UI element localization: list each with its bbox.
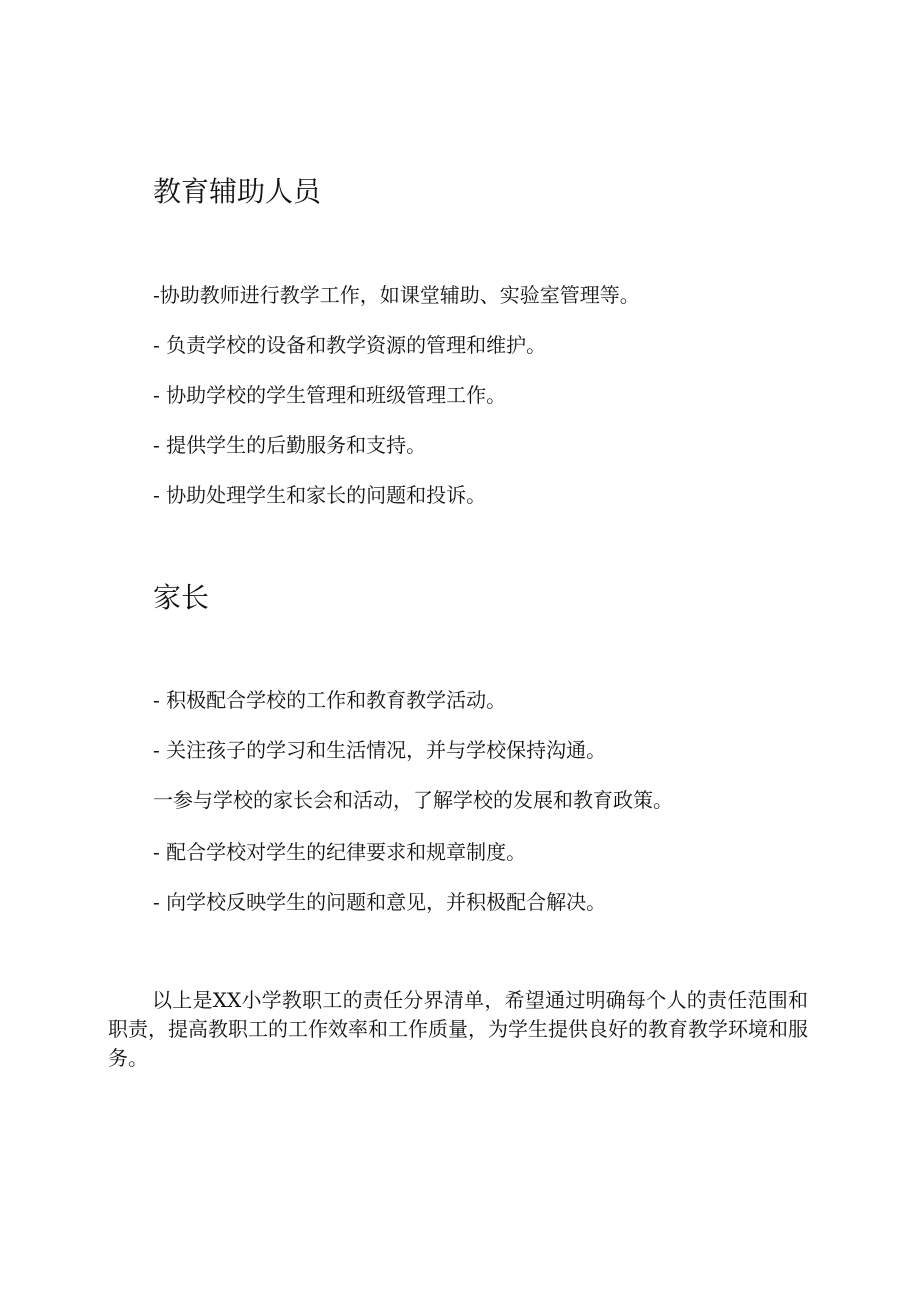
list-item: 一参与学校的家长会和活动，了解学校的发展和教育政策。 bbox=[153, 788, 673, 812]
list-item: - 协助处理学生和家长的问题和投诉。 bbox=[153, 483, 487, 507]
list-item: - 协助学校的学生管理和班级管理工作。 bbox=[153, 383, 507, 407]
section-heading-parents: 家长 bbox=[153, 581, 210, 614]
list-item: - 配合学校对学生的纪律要求和规章制度。 bbox=[153, 840, 527, 864]
list-item: - 负责学校的设备和教学资源的管理和维护。 bbox=[153, 333, 547, 357]
list-item: - 提供学生的后勤服务和支持。 bbox=[153, 433, 427, 457]
list-item: - 关注孩子的学习和生活情况，并与学校保持沟通。 bbox=[153, 738, 607, 762]
list-item: - 积极配合学校的工作和教育教学活动。 bbox=[153, 688, 507, 712]
list-item: - 向学校反映学生的问题和意见，并积极配合解决。 bbox=[153, 890, 607, 914]
list-item: -协助教师进行教学工作，如课堂辅助、实验室管理等。 bbox=[153, 283, 640, 307]
closing-paragraph: 以上是XX小学教职工的责任分界清单，希望通过明确每个人的责任范围和职责，提高教职工的工作效率和工作质量，为学生提供良好的教育教学环境和服务。 bbox=[108, 988, 808, 1070]
section-heading-education-assistants: 教育辅助人员 bbox=[153, 175, 322, 208]
